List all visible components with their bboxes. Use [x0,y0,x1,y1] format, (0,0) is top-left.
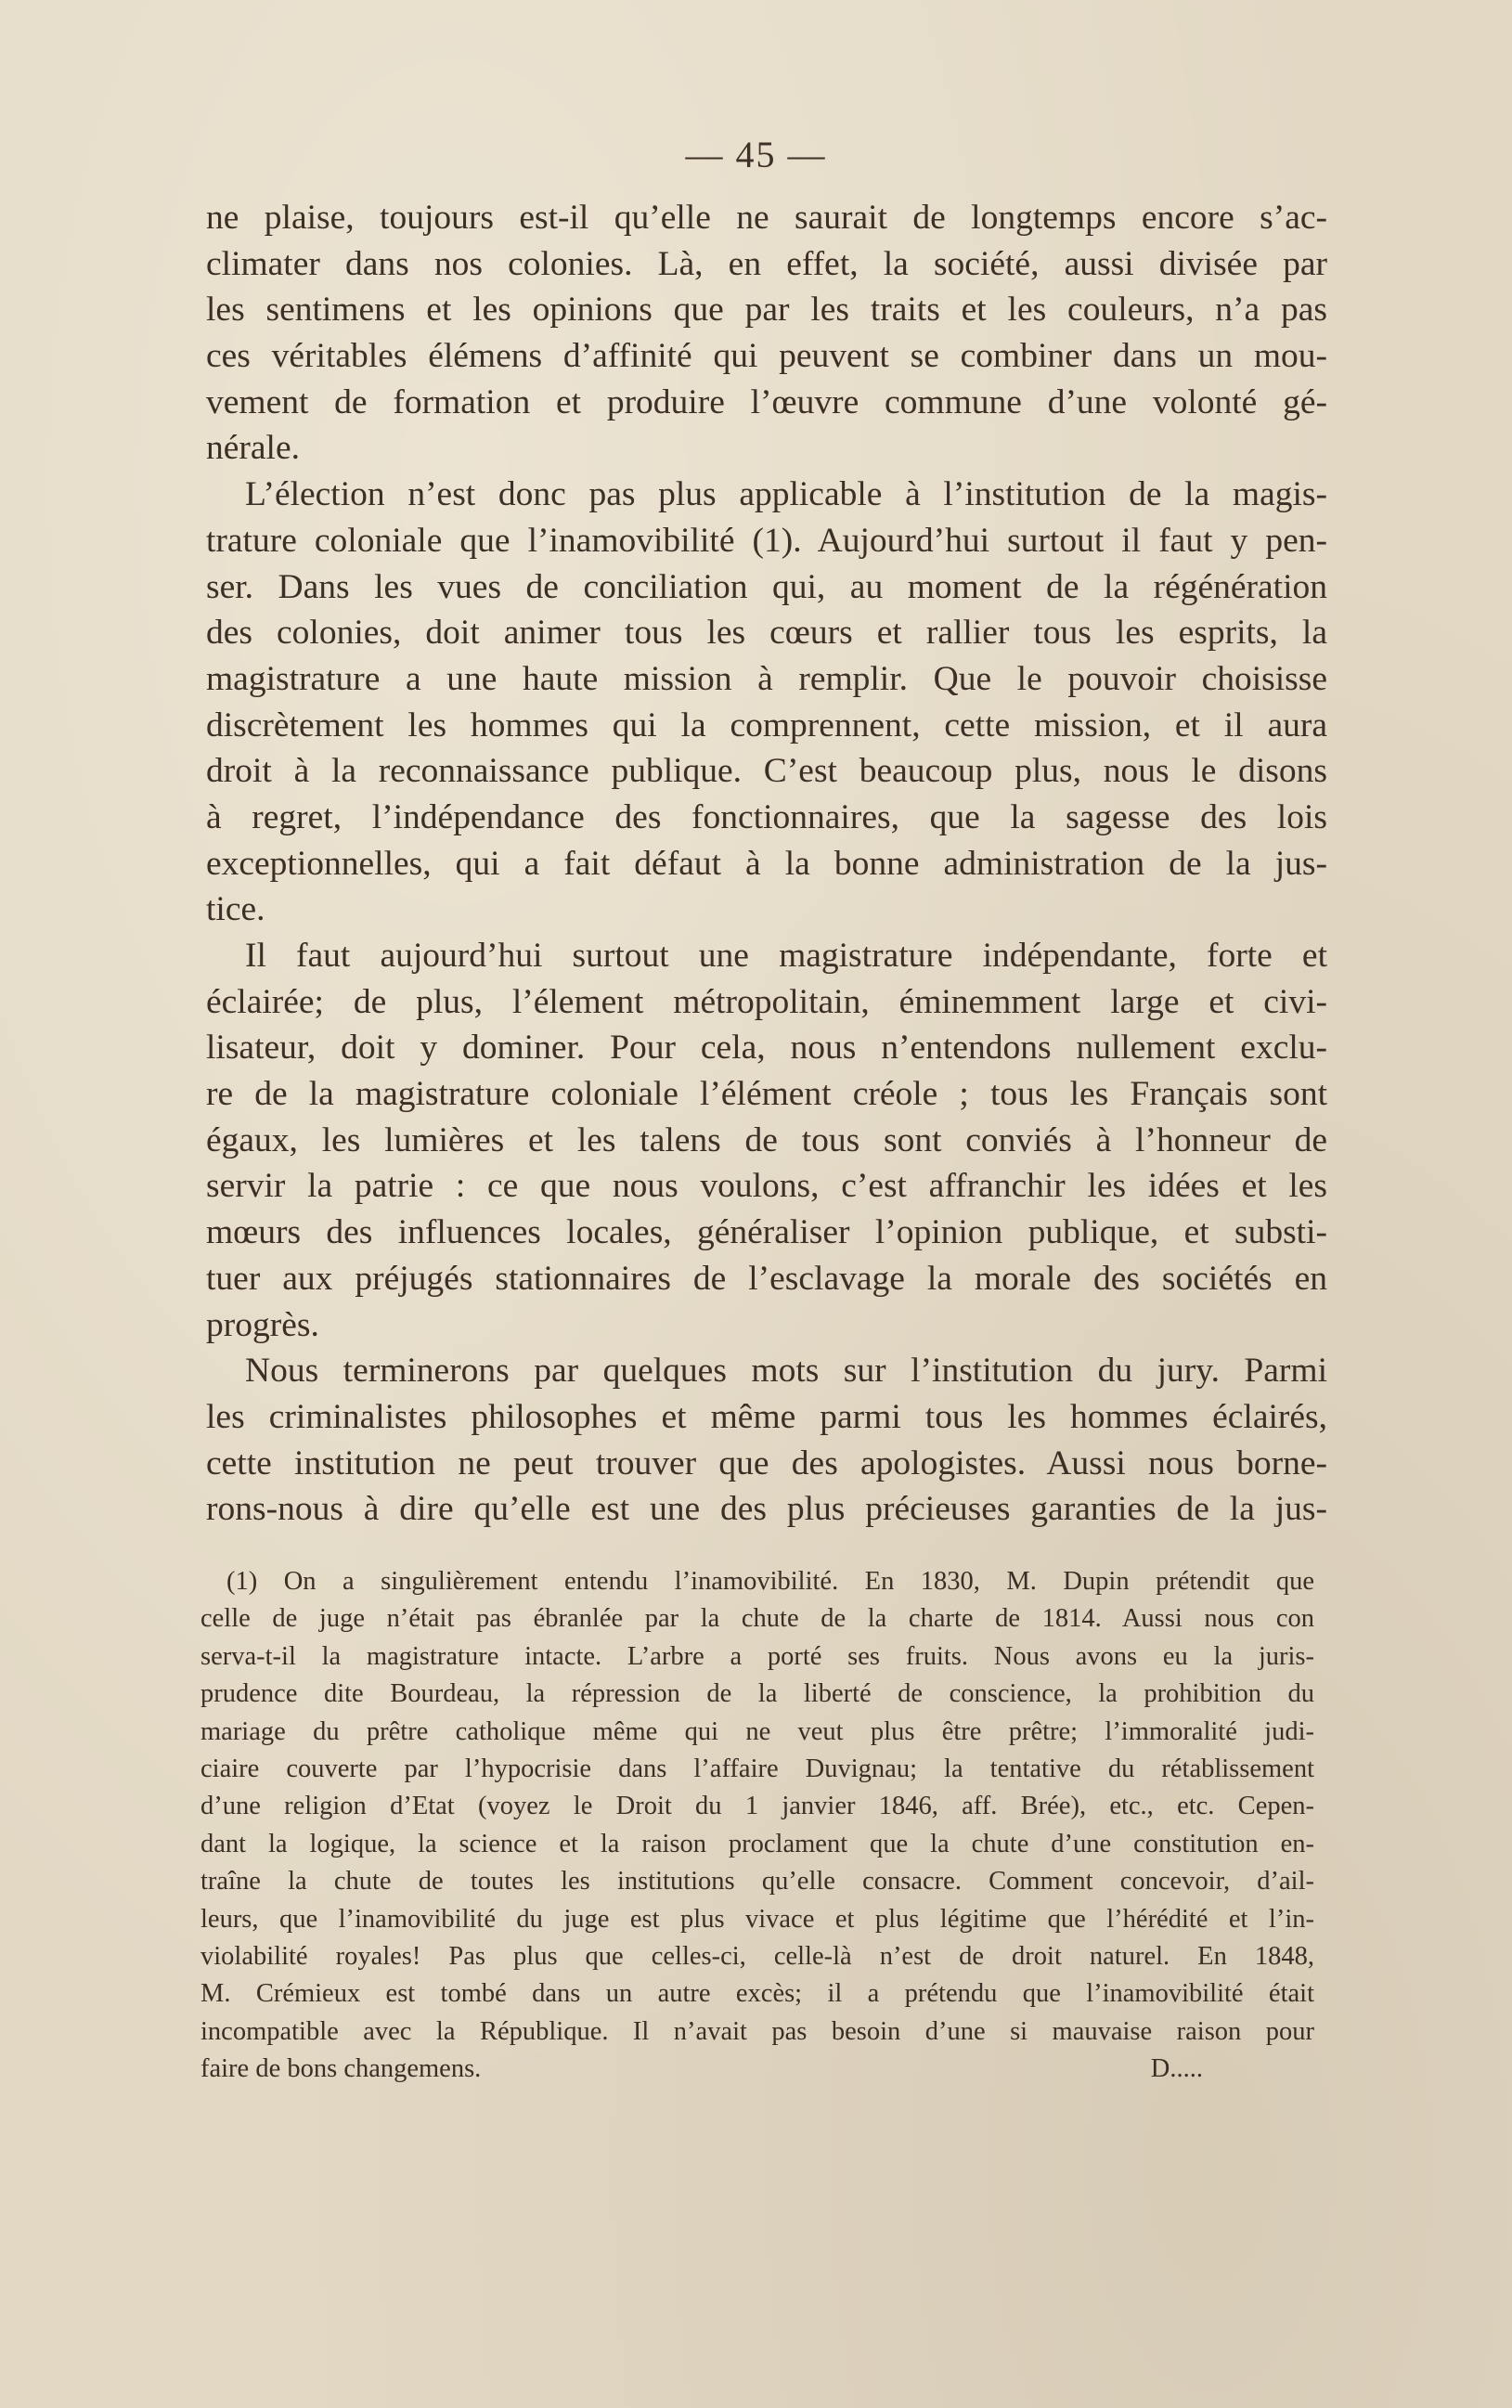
body-line: progrès. [206,1305,319,1344]
body-line: rons-nous à dire qu’elle est une des plus précieuses garanties de la jus- [206,1490,1327,1529]
body-text [206,195,1327,1533]
body-line: re de la magistrature coloniale l’élément créole ; tous les Français sont [206,1075,1327,1114]
body-line: exceptionnelles, qui a fait défaut à la bonne administration de la jus- [206,844,1327,883]
footnote-line: (1) On a singulièrement entendu l’inamovibilité. En 1830, M. Dupin prétendit que [226,1567,1314,1596]
footnote-line: ciaire couverte par l’hypocrisie dans l’affaire Duvignau; la tentative du rétablissement [200,1754,1314,1783]
body-line: ser. Dans les vues de conciliation qui, au moment de la régénération [206,567,1327,606]
body-line: les criminalistes philosophes et même parmi tous les hommes éclairés, [206,1397,1327,1436]
footnote-line: celle de juge n’était pas ébranlée par la chute de la charte de 1814. Aussi nous con [200,1604,1314,1634]
body-line: Nous terminerons par quelques mots sur l’institution du jury. Parmi [245,1352,1327,1391]
body-line: L’élection n’est donc pas plus applicable à l’institution de la magis- [245,475,1327,514]
body-line: servir la patrie : ce que nous voulons, c’est affranchir les idées et les [206,1167,1327,1206]
body-line: trature coloniale que l’inamovibilité (1). Aujourd’hui surtout il faut y pen- [206,521,1327,560]
body-line: égaux, les lumières et les talens de tous sont conviés à l’honneur de [206,1120,1327,1159]
body-line: ne plaise, toujours est-il qu’elle ne saurait de longtemps encore s’ac- [206,199,1327,237]
footnote-line: violabilité royales! Pas plus que celles-ci, celle-là n’est de droit naturel. En 1848, [200,1941,1314,1971]
body-line: des colonies, doit animer tous les cœurs et rallier tous les esprits, la [206,614,1327,653]
body-line: Il faut aujourd’hui surtout une magistrature indépendante, forte et [245,937,1327,975]
footnote-signature: D..... [1150,2054,1203,2084]
footnote-line: prudence dite Bourdeau, la répression de la liberté de conscience, la prohibition du [200,1679,1314,1709]
body-line: climater dans nos colonies. Là, en effet, la société, aussi divisée par [206,244,1327,283]
body-line: vement de formation et produire l’œuvre commune d’une volonté gé- [206,382,1327,421]
body-line: tice. [206,890,265,929]
footnote-line: d’une religion d’Etat (voyez le Droit du 1 janvier 1846, aff. Brée), etc., etc. Cepen- [200,1792,1314,1821]
footnote [200,1563,1314,2088]
footnote-line: mariage du prêtre catholique même qui ne veut plus être prêtre; l’immoralité judi- [200,1716,1314,1746]
footnote-line: traîne la chute de toutes les institutions qu’elle consacre. Comment concevoir, d’ail- [200,1867,1314,1897]
body-line: éclairée; de plus, l’élement métropolitain, éminemment large et civi- [206,982,1327,1021]
footnote-closing-text: faire de bons changemens. [200,2054,482,2084]
body-line: les sentimens et les opinions que par les traits et les couleurs, n’a pas [206,291,1327,330]
body-line: mœurs des influences locales, généraliser l’opinion publique, et substi- [206,1213,1327,1252]
body-line: tuer aux préjugés stationnaires de l’esclavage la morale des sociétés en [206,1259,1327,1298]
body-line: à regret, l’indépendance des fonctionnaires, que la sagesse des lois [206,797,1327,836]
footnote-line: M. Crémieux est tombé dans un autre excès; il a prétendu que l’inamovibilité était [200,1979,1314,2009]
footnote-line: dant la logique, la science et la raison proclament que la chute d’une constitution en- [200,1829,1314,1858]
footnote-last-line [200,2051,1314,2088]
page-number: — 45 — [685,134,827,175]
body-line: lisateur, doit y dominer. Pour cela, nous n’entendons nullement exclu- [206,1029,1327,1068]
footnote-line: incompatible avec la République. Il n’avait pas besoin d’une si mauvaise raison pour [200,2016,1314,2046]
body-line: magistrature a une haute mission à remplir. Que le pouvoir choisisse [206,659,1327,698]
footnote-line: serva-t-il la magistrature intacte. L’arbre a porté ses fruits. Nous avons eu la juris- [200,1641,1314,1671]
body-line: ces véritables élémens d’affinité qui peuvent se combiner dans un mou- [206,337,1327,376]
body-line: cette institution ne peut trouver que des apologistes. Aussi nous borne- [206,1444,1327,1482]
footnote-line: leurs, que l’inamovibilité du juge est plus vivace et plus légitime que l’hérédité et l’in- [200,1904,1314,1934]
body-line: discrètement les hommes qui la comprennent, cette mission, et il aura [206,706,1327,744]
body-line: nérale. [206,429,300,468]
body-line: droit à la reconnaissance publique. C’est beaucoup plus, nous le disons [206,752,1327,791]
